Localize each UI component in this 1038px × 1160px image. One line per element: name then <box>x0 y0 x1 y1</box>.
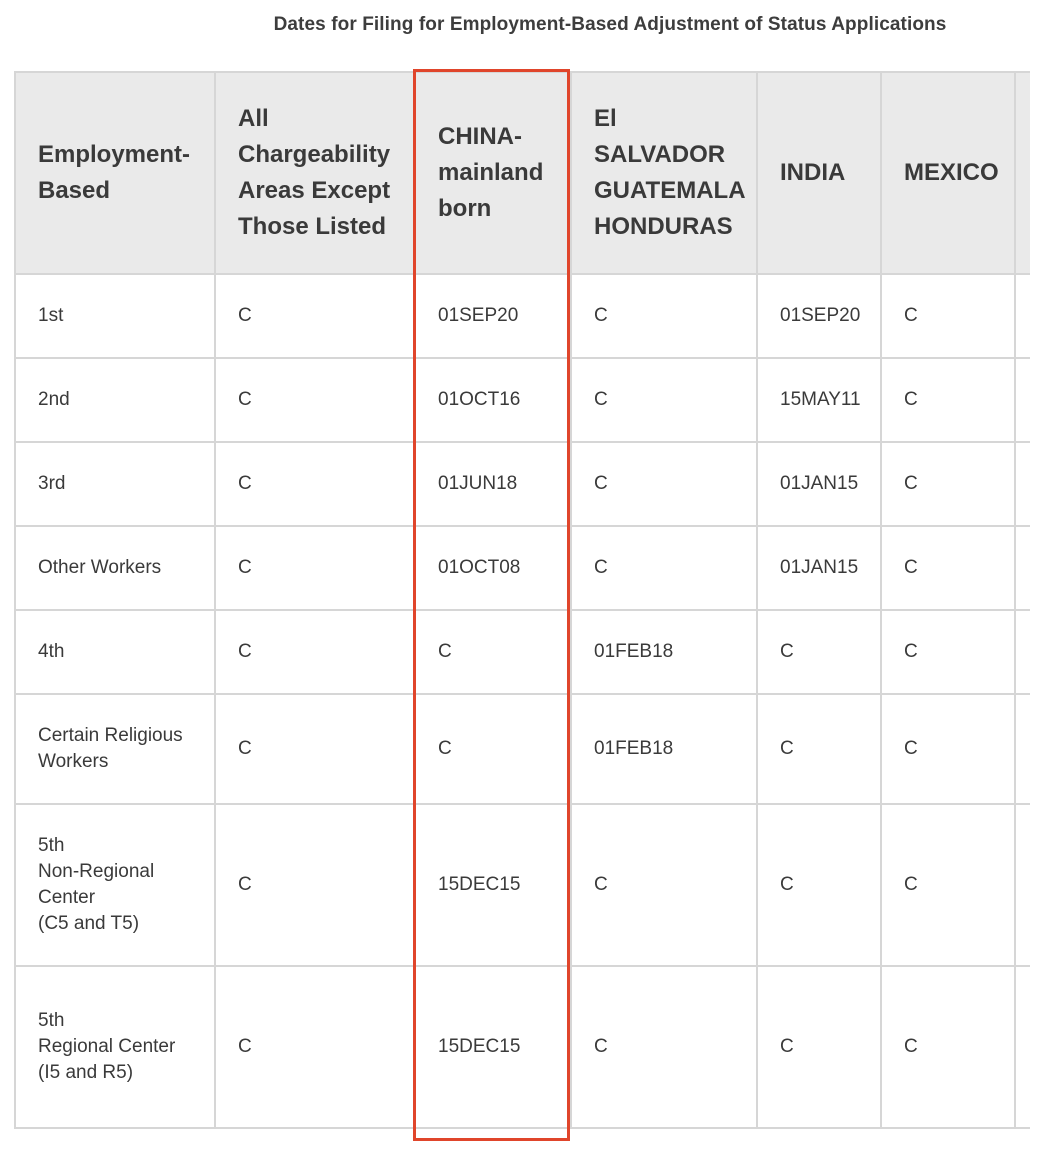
cell-mexico: C <box>881 358 1015 442</box>
row-label: Other Workers <box>15 526 215 610</box>
cell-el-salvador: C <box>571 358 757 442</box>
row-label: 1st <box>15 274 215 358</box>
table-row <box>15 694 1030 804</box>
row-label: 4th <box>15 610 215 694</box>
cell-cut-off <box>1015 966 1030 1128</box>
table-row <box>15 966 1030 1128</box>
table-row <box>15 804 1030 966</box>
cell-all-chargeability: C <box>215 526 415 610</box>
table-row <box>15 442 1030 526</box>
cell-cut-off <box>1015 442 1030 526</box>
table-container[interactable] <box>14 71 1030 1146</box>
cell-india: 01JAN15 <box>757 526 881 610</box>
cell-all-chargeability: C <box>215 274 415 358</box>
cell-all-chargeability: C <box>215 966 415 1128</box>
cell-china: 01OCT16 <box>415 358 571 442</box>
table-title: Dates for Filing for Employment-Based Adjustment of Status Applications <box>273 14 947 35</box>
table-row <box>15 610 1030 694</box>
cell-mexico: C <box>881 274 1015 358</box>
cell-el-salvador: C <box>571 804 757 966</box>
cell-all-chargeability: C <box>215 442 415 526</box>
cell-el-salvador: C <box>571 966 757 1128</box>
cell-mexico: C <box>881 694 1015 804</box>
row-label: 5th Regional Center (I5 and R5) <box>15 966 215 1128</box>
cell-china: 15DEC15 <box>415 804 571 966</box>
cell-all-chargeability: C <box>215 610 415 694</box>
cell-india: C <box>757 804 881 966</box>
cell-china: 01SEP20 <box>415 274 571 358</box>
row-label: 5th Non-Regional Center (C5 and T5) <box>15 804 215 966</box>
header-el-salvador-guatemala-honduras: El SALVADOR GUATEMALA HONDURAS <box>571 72 757 274</box>
cell-china: 15DEC15 <box>415 966 571 1128</box>
cell-all-chargeability: C <box>215 804 415 966</box>
cell-el-salvador: C <box>571 526 757 610</box>
cell-el-salvador: C <box>571 274 757 358</box>
header-employment-based: Employment-Based <box>15 72 215 274</box>
cell-china: 01JUN18 <box>415 442 571 526</box>
cell-mexico: C <box>881 804 1015 966</box>
cell-india: 01JAN15 <box>757 442 881 526</box>
cell-india: C <box>757 610 881 694</box>
row-label: Certain Religious Workers <box>15 694 215 804</box>
header-china: CHINA-mainland born <box>415 72 571 274</box>
cell-india: C <box>757 966 881 1128</box>
cell-india: 01SEP20 <box>757 274 881 358</box>
row-label: 3rd <box>15 442 215 526</box>
table-row <box>15 358 1030 442</box>
cell-mexico: C <box>881 526 1015 610</box>
cell-mexico: C <box>881 442 1015 526</box>
cell-mexico: C <box>881 966 1015 1128</box>
table-row <box>15 274 1030 358</box>
cell-china: C <box>415 610 571 694</box>
cell-cut-off <box>1015 610 1030 694</box>
cell-india: C <box>757 694 881 804</box>
cell-cut-off <box>1015 804 1030 966</box>
cell-china: C <box>415 694 571 804</box>
header-india: INDIA <box>757 72 881 274</box>
cell-all-chargeability: C <box>215 694 415 804</box>
cell-el-salvador: C <box>571 442 757 526</box>
cell-el-salvador: 01FEB18 <box>571 694 757 804</box>
header-mexico: MEXICO <box>881 72 1015 274</box>
cell-all-chargeability: C <box>215 358 415 442</box>
row-label: 2nd <box>15 358 215 442</box>
cell-mexico: C <box>881 610 1015 694</box>
cell-cut-off <box>1015 358 1030 442</box>
header-all-chargeability: All Chargeability Areas Except Those Listed <box>215 72 415 274</box>
cell-china: 01OCT08 <box>415 526 571 610</box>
cell-el-salvador: 01FEB18 <box>571 610 757 694</box>
cell-cut-off <box>1015 694 1030 804</box>
header-cut-off <box>1015 72 1030 274</box>
filing-dates-table <box>14 71 1030 1129</box>
cell-cut-off <box>1015 526 1030 610</box>
cell-cut-off <box>1015 274 1030 358</box>
table-row <box>15 526 1030 610</box>
header-row <box>15 72 1030 274</box>
cell-india: 15MAY11 <box>757 358 881 442</box>
